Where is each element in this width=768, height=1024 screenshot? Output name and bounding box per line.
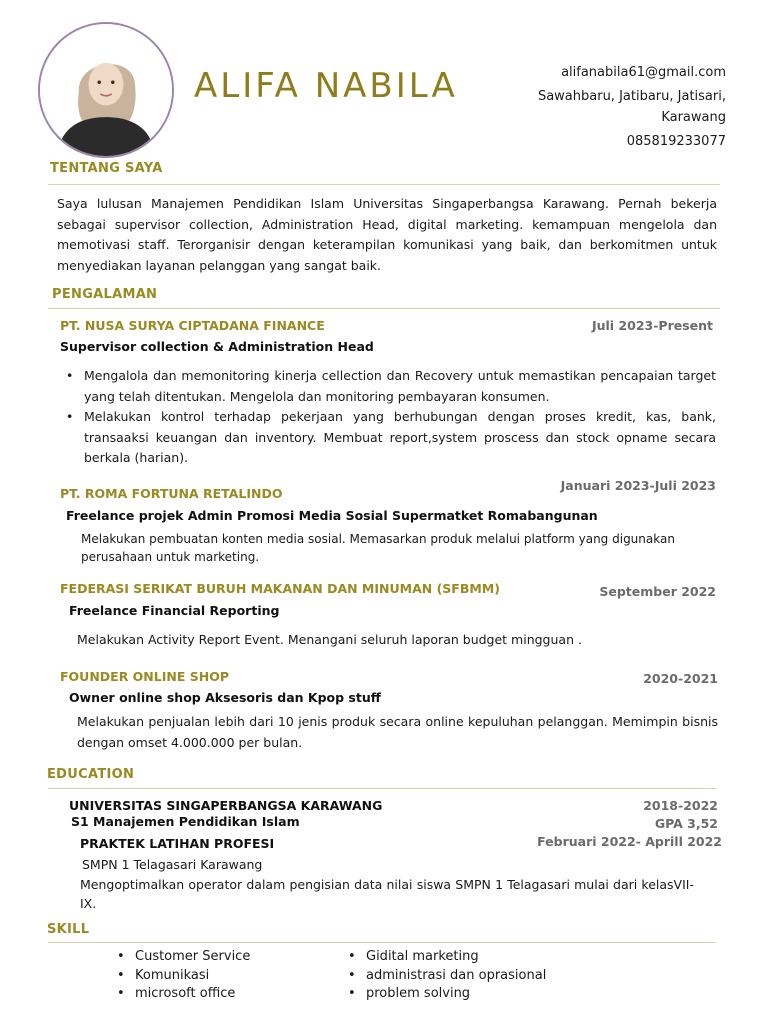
profile-photo: [38, 22, 174, 158]
job-role: Freelance Financial Reporting: [69, 603, 280, 618]
gpa-text: GPA 3,52: [654, 816, 718, 831]
section-title-experience: PENGALAMAN: [52, 287, 158, 302]
divider: [48, 184, 720, 185]
university-years: 2018-2022: [643, 798, 718, 813]
job-role: Owner online shop Aksesoris dan Kpop stuff: [69, 690, 381, 705]
contact-block: [536, 62, 726, 152]
job-org: FEDERASI SERIKAT BURUH MAKANAN DAN MINUMAN (SFBMM): [60, 581, 500, 596]
job-role: Freelance projek Admin Promosi Media Sosial Supermatket Romabangunan: [66, 508, 598, 523]
section-title-education: EDUCATION: [47, 767, 135, 782]
divider: [48, 308, 720, 309]
job-date: Juli 2023-Present: [591, 318, 713, 333]
job-date: September 2022: [599, 584, 716, 599]
skill-item: • Customer Service: [117, 948, 250, 967]
candidate-name: ALIFA NABILA: [194, 66, 458, 106]
practice-description: Mengoptimalkan operator dalam pengisian data nilai siswa SMPN 1 Telagasari mulai dari kelasVII-IX.: [80, 877, 694, 911]
job-role: Supervisor collection & Administration Head: [60, 339, 374, 354]
phone-text: 085819233077: [626, 134, 726, 149]
skill-item: • Gidital marketing: [348, 948, 546, 967]
address-text: Sawahbaru, Jatibaru, Jatisari, Karawang: [537, 89, 726, 125]
university-name: UNIVERSITAS SINGAPERBANGSA KARAWANG: [69, 798, 383, 813]
skill-item: • Komunikasi: [117, 967, 250, 986]
skill-item: • problem solving: [348, 985, 546, 1004]
skill-item: • administrasi dan oprasional: [348, 967, 546, 986]
skill-item: • microsoft office: [117, 985, 250, 1004]
job-description: Melakukan penjualan lebih dari 10 jenis produk secara online kepuluhan pelanggan. Memimpin bisnis dengan omset 4.000.000 per bulan.: [77, 714, 718, 750]
about-text: Saya lulusan Manajemen Pendidikan Islam Universitas Singaperbangsa Karawang. Pernah bekerja sebagai supervisor collection, Administration Head, digital marketing. kemampuan mengelola dan memotivasi staff. Terorganisir dengan keterampilan komunikasi yang baik, dan berkomitmen untuk menyediakan layanan pelanggan yang sangat baik.: [57, 196, 717, 273]
skill-list-left: [117, 948, 250, 1004]
email-text: alifanabila61@gmail.com: [561, 65, 726, 80]
job-bullets: [60, 366, 716, 469]
job-description: Melakukan Activity Report Event. Menangani seluruh laporan budget mingguan .: [77, 632, 582, 647]
practice-date: Februari 2022- Aprill 2022: [537, 834, 722, 849]
divider: [48, 942, 716, 943]
list-item: • Mengalola dan memonitoring kinerja cellection dan Recovery untuk memastikan pencapaian target yang telah ditentukan. Mengelola dan monitoring pembayaran konsumen.: [60, 366, 716, 407]
profile-photo-illustration: [40, 24, 172, 156]
job-date: 2020-2021: [643, 671, 718, 686]
divider: [48, 788, 716, 789]
section-title-skill: SKILL: [47, 922, 90, 937]
job-org: PT. ROMA FORTUNA RETALINDO: [60, 486, 283, 501]
skill-list-right: [348, 948, 546, 1004]
practice-place: SMPN 1 Telagasari Karawang: [82, 857, 263, 872]
degree-name: S1 Manajemen Pendidikan Islam: [71, 814, 300, 829]
job-org: FOUNDER ONLINE SHOP: [60, 669, 229, 684]
job-org: PT. NUSA SURYA CIPTADANA FINANCE: [60, 318, 325, 333]
practice-title: PRAKTEK LATIHAN PROFESI: [80, 836, 275, 851]
job-date: Januari 2023-Juli 2023: [560, 478, 716, 493]
job-description: Melakukan pembuatan konten media sosial. Memasarkan produk melalui platform yang digunakan perusahaan untuk marketing.: [81, 532, 675, 564]
section-title-about: TENTANG SAYA: [50, 161, 163, 176]
list-item: • Melakukan kontrol terhadap pekerjaan yang berhubungan dengan proses kredit, kas, bank, transaaksi keuangan dan inventory. Membuat report,system proscess dan stock opname secara berkala (harian).: [60, 407, 716, 469]
